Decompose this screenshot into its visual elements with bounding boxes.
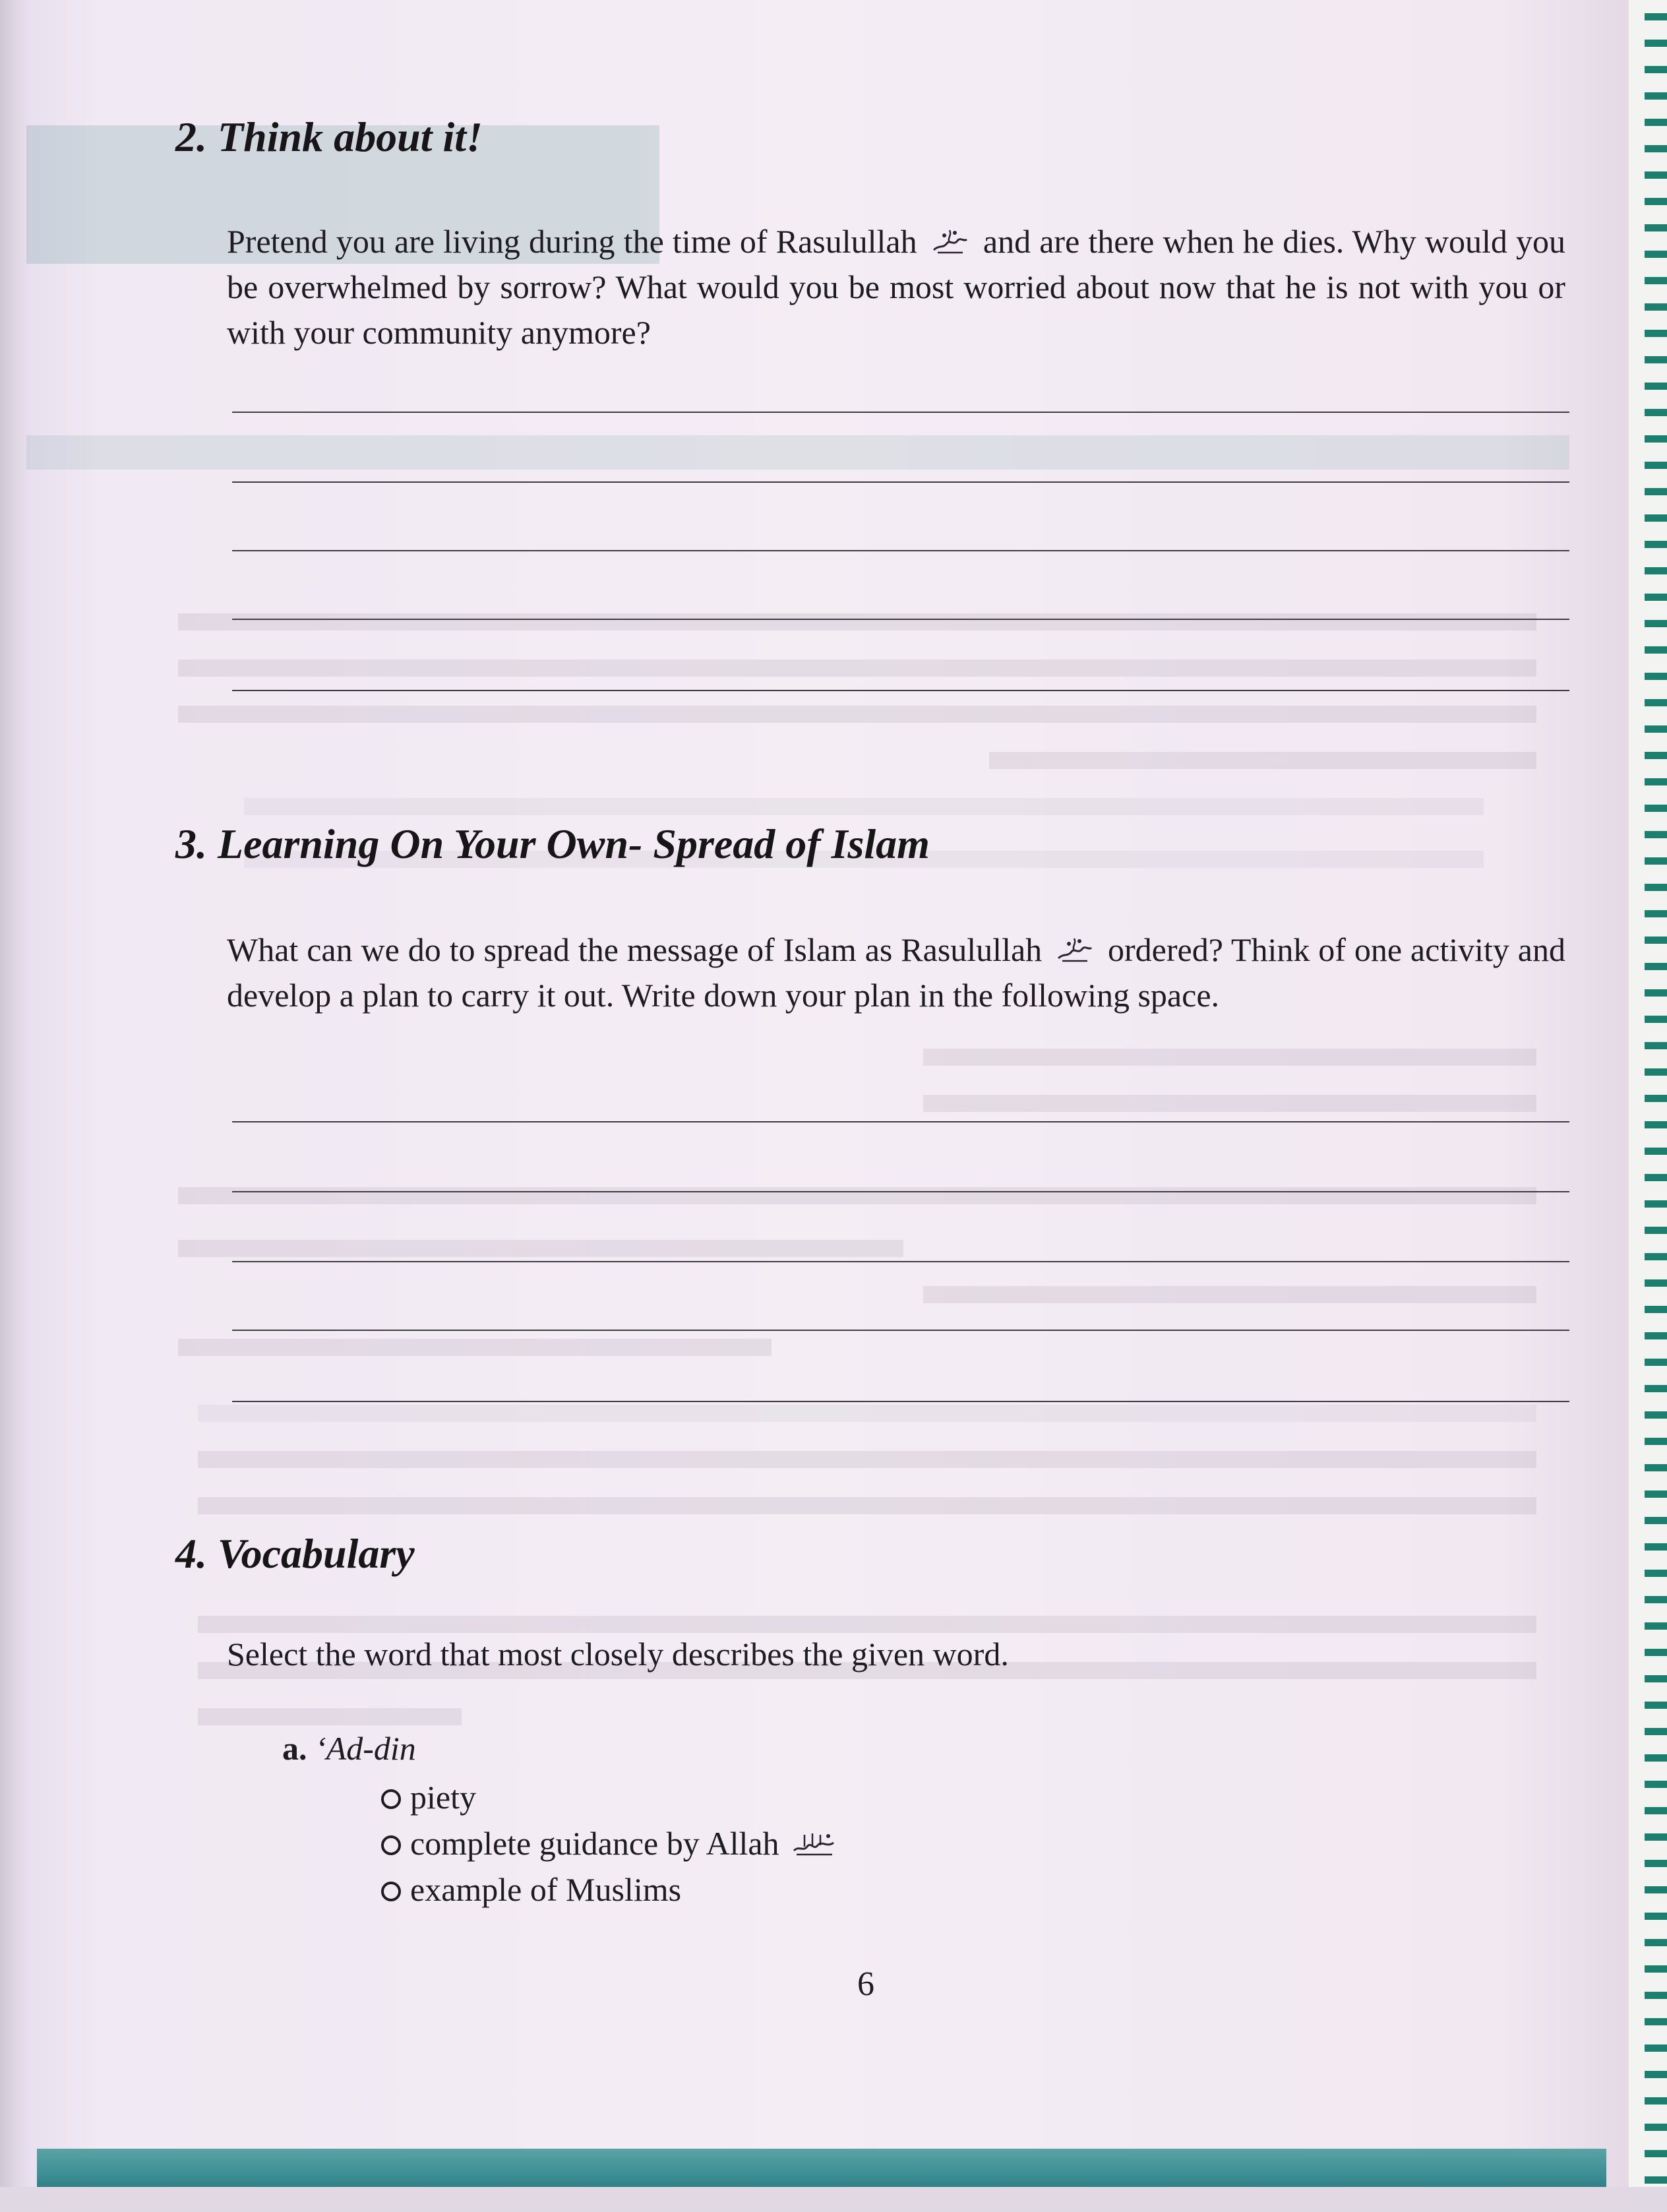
radio-circle-icon[interactable]: [381, 1835, 401, 1855]
option-label: example of Muslims: [410, 1871, 682, 1908]
answer-line[interactable]: [232, 1261, 1569, 1262]
section-heading-spread: 3. Learning On Your Own- Spread of Islam: [175, 820, 930, 867]
vocabulary-instruction: Select the word that most closely describes the given word.: [227, 1636, 1009, 1673]
answer-line[interactable]: [232, 619, 1569, 620]
answer-line[interactable]: [232, 1401, 1569, 1402]
spread-prompt: [227, 927, 1565, 1018]
vocabulary-term: ‘Ad-din: [315, 1730, 416, 1767]
answer-line[interactable]: [232, 1330, 1569, 1331]
spread-prompt-part-1: What can we do to spread the message of Islam as Rasulullah: [227, 931, 1043, 968]
section-heading-vocabulary: 4. Vocabulary: [175, 1530, 415, 1577]
think-prompt: [227, 219, 1565, 355]
spiral-binding: [1645, 0, 1667, 2212]
radio-circle-icon[interactable]: [381, 1789, 401, 1809]
honorific-calligraphy-icon: [930, 226, 971, 257]
honorific-calligraphy-icon: [1054, 935, 1095, 965]
bottom-margin: [0, 2187, 1667, 2212]
spread-prompt-part-2: ordered? Think of one activity and develop a plan to carry it out. Write down your plan in the following space.: [227, 931, 1565, 1014]
option-piety[interactable]: [381, 1775, 476, 1819]
option-label: complete guidance by Allah: [410, 1825, 779, 1862]
vocabulary-item-letter: a.: [282, 1730, 307, 1767]
vocabulary-item: [282, 1727, 416, 1770]
answer-line[interactable]: [232, 1121, 1569, 1122]
think-prompt-part-1: Pretend you are living during the time of Rasulullah: [227, 223, 917, 260]
section-heading-think: 2. Think about it!: [175, 113, 483, 160]
option-complete-guidance[interactable]: [381, 1822, 841, 1865]
answer-line[interactable]: [232, 690, 1569, 691]
answer-line[interactable]: [232, 481, 1569, 483]
footer-band: [37, 2149, 1606, 2187]
radio-circle-icon[interactable]: [381, 1882, 401, 1901]
answer-line[interactable]: [232, 1191, 1569, 1192]
glorification-calligraphy-icon: [791, 1828, 837, 1859]
answer-line[interactable]: [232, 412, 1569, 413]
option-example-of-muslims[interactable]: [381, 1868, 681, 1911]
answer-line[interactable]: [232, 550, 1569, 551]
page-number: 6: [857, 1965, 874, 2003]
think-prompt-part-2: and are there when he dies. Why would you be overwhelmed by sorrow? What would you be most worried about now that he is not with you or with your community anymore?: [227, 223, 1566, 351]
option-label: piety: [410, 1779, 476, 1816]
